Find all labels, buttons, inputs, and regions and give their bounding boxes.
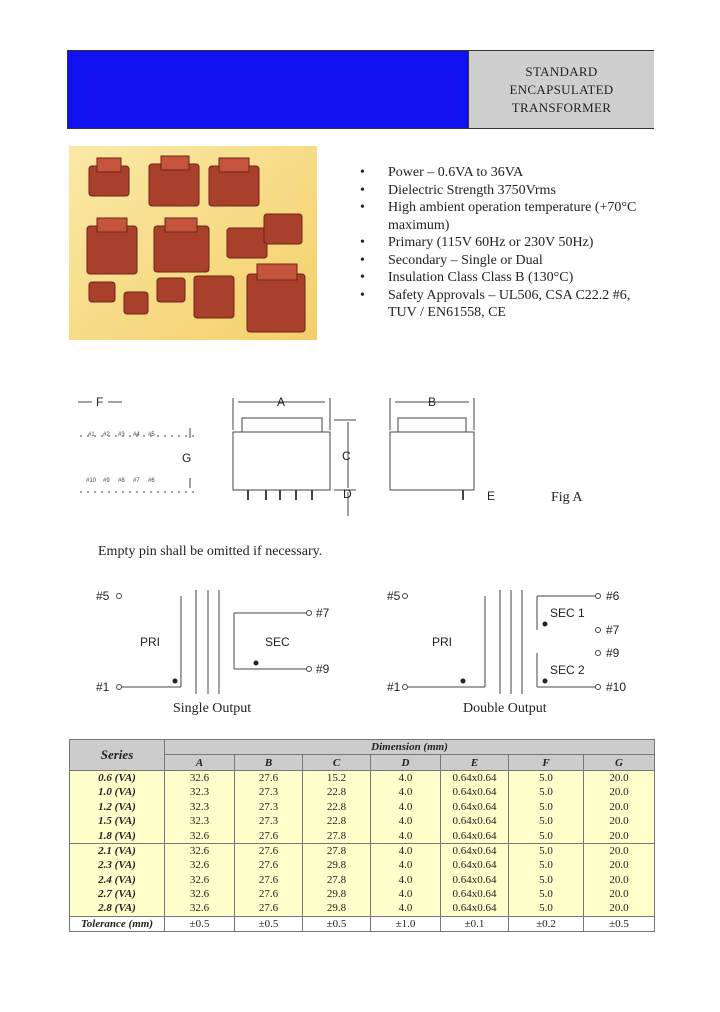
series-cell: 1.5 (VA)	[70, 814, 165, 828]
double-sec1-label: SEC 1	[550, 606, 585, 620]
value-cell: 0.64x0.64	[441, 843, 509, 858]
tolerance-cell: ±0.2	[509, 916, 584, 931]
series-cell: 1.8 (VA)	[70, 828, 165, 843]
single-pin-7: #7	[316, 606, 330, 620]
value-cell: 5.0	[509, 873, 584, 887]
value-cell: 5.0	[509, 800, 584, 814]
single-pin-1: #1	[96, 680, 110, 694]
value-cell: 22.8	[303, 785, 371, 799]
value-cell: 4.0	[371, 800, 441, 814]
value-cell: 4.0	[371, 887, 441, 901]
table-row	[70, 843, 655, 858]
header-blue-band	[67, 50, 469, 129]
feature-item: • Safety Approvals – UL506, CSA C22.2 #6, TUV / EN61558, CE	[360, 287, 660, 322]
feature-item: • Insulation Class Class B (130°C)	[360, 269, 660, 287]
value-cell: 5.0	[509, 828, 584, 843]
value-cell: 4.0	[371, 873, 441, 887]
pin-bottom-9: #9	[103, 478, 110, 484]
tolerance-cell: ±0.5	[165, 916, 235, 931]
value-cell: 20.0	[584, 814, 655, 828]
value-cell: 20.0	[584, 873, 655, 887]
value-cell: 27.8	[303, 843, 371, 858]
header-title-line-1: STANDARD	[525, 63, 598, 79]
dim-label-c: C	[342, 449, 351, 463]
tolerance-cell: ±0.5	[584, 916, 655, 931]
value-cell: 22.8	[303, 814, 371, 828]
pin-top-1: #1	[88, 432, 95, 438]
feature-item: • Secondary – Single or Dual	[360, 252, 660, 270]
value-cell: 27.8	[303, 873, 371, 887]
value-cell: 32.6	[165, 843, 235, 858]
value-cell: 32.3	[165, 814, 235, 828]
value-cell: 27.6	[235, 873, 303, 887]
dim-label-g: G	[182, 451, 192, 465]
single-pin-5: #5	[96, 589, 110, 603]
tolerance-cell: ±0.1	[441, 916, 509, 931]
value-cell: 0.64x0.64	[441, 800, 509, 814]
value-cell: 27.8	[303, 828, 371, 843]
header-title-line-3: TRANSFORMER	[511, 99, 612, 115]
single-pri-label: PRI	[140, 635, 161, 649]
double-pri-label: PRI	[432, 635, 453, 649]
table-row	[70, 814, 655, 828]
single-pin-9: #9	[316, 662, 330, 676]
pin-bottom-6: #6	[148, 478, 155, 484]
value-cell: 27.3	[235, 800, 303, 814]
double-pin-5: #5	[387, 589, 401, 603]
table-row	[70, 785, 655, 799]
feature-item: • High ambient operation temperature (+70°C maximum)	[360, 199, 660, 234]
table-row	[70, 887, 655, 901]
value-cell: 32.6	[165, 887, 235, 901]
value-cell: 5.0	[509, 843, 584, 858]
table-row	[70, 901, 655, 916]
col-header-g: G	[584, 755, 655, 770]
pin-top-5: #5	[148, 432, 155, 438]
value-cell: 4.0	[371, 770, 441, 785]
series-cell: 2.3 (VA)	[70, 858, 165, 872]
value-cell: 32.3	[165, 800, 235, 814]
value-cell: 32.3	[165, 785, 235, 799]
series-cell: 2.1 (VA)	[70, 843, 165, 858]
tolerance-label: Tolerance (mm)	[70, 916, 165, 931]
value-cell: 5.0	[509, 901, 584, 916]
pin-note: Empty pin shall be omitted if necessary.	[98, 544, 323, 559]
col-header-e: E	[441, 755, 509, 770]
value-cell: 22.8	[303, 800, 371, 814]
value-cell: 4.0	[371, 828, 441, 843]
series-cell: 2.4 (VA)	[70, 873, 165, 887]
value-cell: 27.6	[235, 901, 303, 916]
value-cell: 27.6	[235, 843, 303, 858]
col-header-f: F	[509, 755, 584, 770]
value-cell: 5.0	[509, 785, 584, 799]
feature-item: • Primary (115V 60Hz or 230V 50Hz)	[360, 234, 660, 252]
feature-item: • Power – 0.6VA to 36VA	[360, 164, 660, 182]
pin-bottom-8: #8	[118, 478, 125, 484]
value-cell: 27.6	[235, 887, 303, 901]
value-cell: 0.64x0.64	[441, 873, 509, 887]
dim-label-a: A	[277, 395, 286, 409]
header-title-line-2: ENCAPSULATED	[509, 81, 614, 97]
series-cell: 2.8 (VA)	[70, 901, 165, 916]
feature-item: • Dielectric Strength 3750Vrms	[360, 182, 660, 200]
dim-label-b: B	[428, 395, 437, 409]
value-cell: 29.8	[303, 887, 371, 901]
value-cell: 5.0	[509, 858, 584, 872]
value-cell: 0.64x0.64	[441, 785, 509, 799]
value-cell: 29.8	[303, 858, 371, 872]
col-header-a: A	[165, 755, 235, 770]
value-cell: 32.6	[165, 873, 235, 887]
value-cell: 15.2	[303, 770, 371, 785]
value-cell: 27.6	[235, 770, 303, 785]
value-cell: 0.64x0.64	[441, 828, 509, 843]
value-cell: 27.3	[235, 814, 303, 828]
figure-label: Fig A	[551, 490, 583, 505]
double-pin-7: #7	[606, 623, 620, 637]
dimension-header: Dimension (mm)	[165, 740, 655, 755]
value-cell: 0.64x0.64	[441, 858, 509, 872]
table-row	[70, 770, 655, 785]
header-title-box	[469, 50, 654, 129]
value-cell: 4.0	[371, 843, 441, 858]
series-cell: 2.7 (VA)	[70, 887, 165, 901]
value-cell: 4.0	[371, 814, 441, 828]
value-cell: 20.0	[584, 887, 655, 901]
value-cell: 20.0	[584, 901, 655, 916]
value-cell: 20.0	[584, 800, 655, 814]
pin-bottom-10: #10	[86, 478, 97, 484]
pin-bottom-7: #7	[133, 478, 140, 484]
double-pin-1: #1	[387, 680, 401, 694]
value-cell: 20.0	[584, 828, 655, 843]
series-cell: 0.6 (VA)	[70, 770, 165, 785]
value-cell: 4.0	[371, 858, 441, 872]
dim-label-e: E	[487, 489, 496, 503]
single-sec-label: SEC	[265, 635, 290, 649]
series-cell: 1.2 (VA)	[70, 800, 165, 814]
value-cell: 20.0	[584, 843, 655, 858]
product-photo	[69, 146, 317, 340]
dimension-drawing	[0, 380, 720, 530]
dimension-table-body	[70, 770, 655, 931]
value-cell: 5.0	[509, 814, 584, 828]
value-cell: 20.0	[584, 770, 655, 785]
tolerance-cell: ±0.5	[303, 916, 371, 931]
tolerance-cell: ±1.0	[371, 916, 441, 931]
double-pin-10: #10	[606, 680, 627, 694]
value-cell: 0.64x0.64	[441, 814, 509, 828]
value-cell: 20.0	[584, 858, 655, 872]
double-pin-9: #9	[606, 646, 620, 660]
single-output-caption: Single Output	[173, 701, 252, 716]
double-pin-6: #6	[606, 589, 620, 603]
feature-list	[360, 164, 660, 322]
pin-top-3: #3	[118, 432, 125, 438]
value-cell: 32.6	[165, 770, 235, 785]
table-row	[70, 858, 655, 872]
value-cell: 32.6	[165, 901, 235, 916]
double-output-caption: Double Output	[463, 701, 547, 716]
value-cell: 5.0	[509, 887, 584, 901]
col-header-c: C	[303, 755, 371, 770]
dimension-table	[69, 739, 655, 932]
value-cell: 27.3	[235, 785, 303, 799]
value-cell: 27.6	[235, 828, 303, 843]
tolerance-row	[70, 916, 655, 931]
tolerance-cell: ±0.5	[235, 916, 303, 931]
value-cell: 20.0	[584, 785, 655, 799]
dim-label-f: F	[96, 395, 104, 409]
series-cell: 1.0 (VA)	[70, 785, 165, 799]
series-header: Series	[70, 740, 165, 771]
table-row	[70, 873, 655, 887]
pin-top-2: #2	[103, 432, 110, 438]
value-cell: 29.8	[303, 901, 371, 916]
table-row	[70, 800, 655, 814]
value-cell: 32.6	[165, 828, 235, 843]
schematic-diagrams	[0, 580, 720, 700]
pin-top-4: #4	[133, 432, 140, 438]
table-row	[70, 828, 655, 843]
value-cell: 4.0	[371, 785, 441, 799]
value-cell: 4.0	[371, 901, 441, 916]
value-cell: 0.64x0.64	[441, 887, 509, 901]
value-cell: 32.6	[165, 858, 235, 872]
col-header-b: B	[235, 755, 303, 770]
col-header-d: D	[371, 755, 441, 770]
value-cell: 0.64x0.64	[441, 770, 509, 785]
value-cell: 27.6	[235, 858, 303, 872]
dim-label-d: D	[343, 487, 352, 501]
value-cell: 5.0	[509, 770, 584, 785]
value-cell: 0.64x0.64	[441, 901, 509, 916]
double-sec2-label: SEC 2	[550, 663, 585, 677]
